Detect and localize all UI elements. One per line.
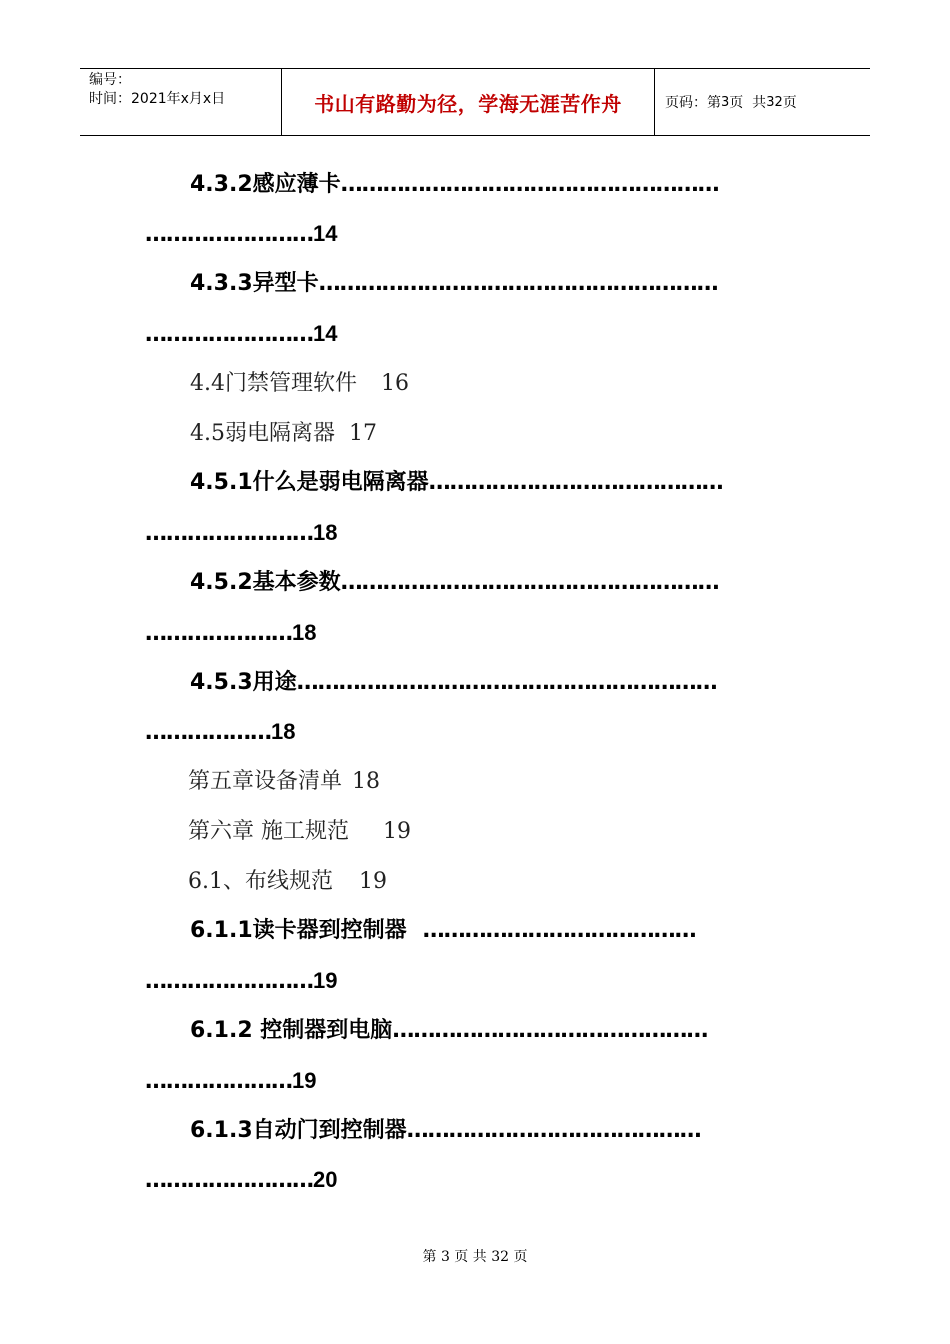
page-header: [80, 68, 870, 136]
toc-entry-4-5-2-cont: [145, 618, 316, 649]
toc-title: 6.1.3自动门到控制器: [190, 1118, 407, 1143]
toc-page-number: 19: [313, 968, 338, 993]
toc-page-number: 18: [271, 719, 296, 744]
page-end-label: 页: [782, 95, 797, 111]
header-page-info: [655, 69, 870, 135]
toc-title: 6.1、布线规范: [188, 869, 333, 894]
toc-page-number: 14: [313, 321, 338, 346]
toc-page-number: 20: [313, 1167, 338, 1192]
toc-entry-4-3-2[interactable]: [190, 170, 719, 200]
toc-entry-6-1-2-cont: [145, 1066, 316, 1097]
toc-entry-4-3-3-cont: [145, 319, 337, 350]
toc-title: 6.1.1读卡器到控制器: [190, 918, 407, 943]
doc-number-label: 编号：: [89, 72, 131, 88]
toc-leader: ………………………………………………: [340, 172, 719, 197]
toc-leader: ……………………: [145, 969, 313, 994]
page-footer: 第 3 页 共 32 页: [422, 1249, 528, 1265]
toc-entry-6-1-2[interactable]: [190, 1016, 707, 1046]
toc-entry-chapter-6[interactable]: [188, 817, 411, 847]
toc-title: 4.5.2基本参数: [190, 570, 341, 595]
toc-leader: ………………………………………………: [340, 570, 719, 595]
toc-leader: ………………………………………: [392, 1018, 708, 1043]
toc-title: 第六章 施工规范: [188, 819, 349, 844]
toc-entry-6-1[interactable]: [188, 867, 387, 897]
toc-leader: …………………: [145, 1069, 292, 1094]
header-meta: [80, 69, 282, 135]
toc-entry-4-5[interactable]: [190, 419, 377, 449]
toc-entry-4-4[interactable]: [190, 369, 409, 399]
page-mid-label: 页 共: [729, 95, 767, 111]
toc-entry-4-5-2[interactable]: [190, 568, 719, 598]
toc-entry-4-5-3[interactable]: [190, 668, 717, 698]
toc-title: 第五章设备清单: [188, 769, 343, 794]
toc-leader: …………………………………………………: [318, 271, 718, 296]
toc-leader: ……………………: [145, 222, 313, 247]
date-label: 时间：2021年x月x日: [89, 91, 226, 107]
toc-leader: ……………………………………………………: [296, 670, 717, 695]
toc-title: 4.3.3异型卡: [190, 271, 319, 296]
toc-entry-4-5-1[interactable]: [190, 468, 723, 498]
toc-entry-6-1-3[interactable]: [190, 1116, 701, 1146]
toc-leader: ……………………: [145, 521, 313, 546]
toc-leader: ……………………………………: [428, 470, 723, 495]
toc-title: 4.5.1什么是弱电隔离器: [190, 470, 429, 495]
toc-page-number: 19: [359, 869, 387, 894]
toc-entry-6-1-1-cont: [145, 966, 337, 997]
toc-page-number: 18: [292, 620, 317, 645]
toc-leader: ……………………: [145, 1168, 313, 1193]
toc-page-number: 18: [313, 520, 338, 545]
toc-entry-chapter-5[interactable]: [188, 767, 380, 797]
toc-leader: …………………………………: [422, 918, 696, 943]
toc-entry-6-1-3-cont: [145, 1165, 337, 1196]
header-motto: 书山有路勤为径，学海无涯苦作舟: [282, 69, 655, 135]
toc-entry-4-3-2-cont: [145, 219, 337, 250]
toc-page-number: 18: [352, 769, 381, 794]
toc-entry-6-1-1[interactable]: [190, 916, 696, 946]
toc-title: 4.5弱电隔离器: [190, 421, 335, 446]
toc-page-number: 17: [349, 421, 377, 446]
toc-leader: ………………: [145, 720, 271, 745]
page-current: 3: [721, 94, 730, 110]
toc-leader: ……………………: [145, 322, 313, 347]
page-label: 页码：第: [665, 95, 721, 111]
toc-title: 4.4门禁管理软件: [190, 371, 357, 396]
page-total: 32: [766, 94, 783, 110]
toc-title: 4.5.3用途: [190, 670, 297, 695]
toc-title: 4.3.2感应薄卡: [190, 172, 341, 197]
toc-entry-4-3-3[interactable]: [190, 269, 718, 299]
toc-leader: ……………………………………: [406, 1118, 701, 1143]
toc-page-number: 14: [313, 221, 338, 246]
toc-title: 6.1.2 控制器到电脑: [190, 1018, 393, 1043]
toc-page-number: 16: [381, 371, 409, 396]
toc-leader: …………………: [145, 621, 292, 646]
toc-page-number: 19: [292, 1068, 317, 1093]
toc-entry-4-5-3-cont: [145, 717, 295, 748]
toc-page-number: 19: [383, 819, 411, 844]
toc-entry-4-5-1-cont: [145, 518, 337, 549]
